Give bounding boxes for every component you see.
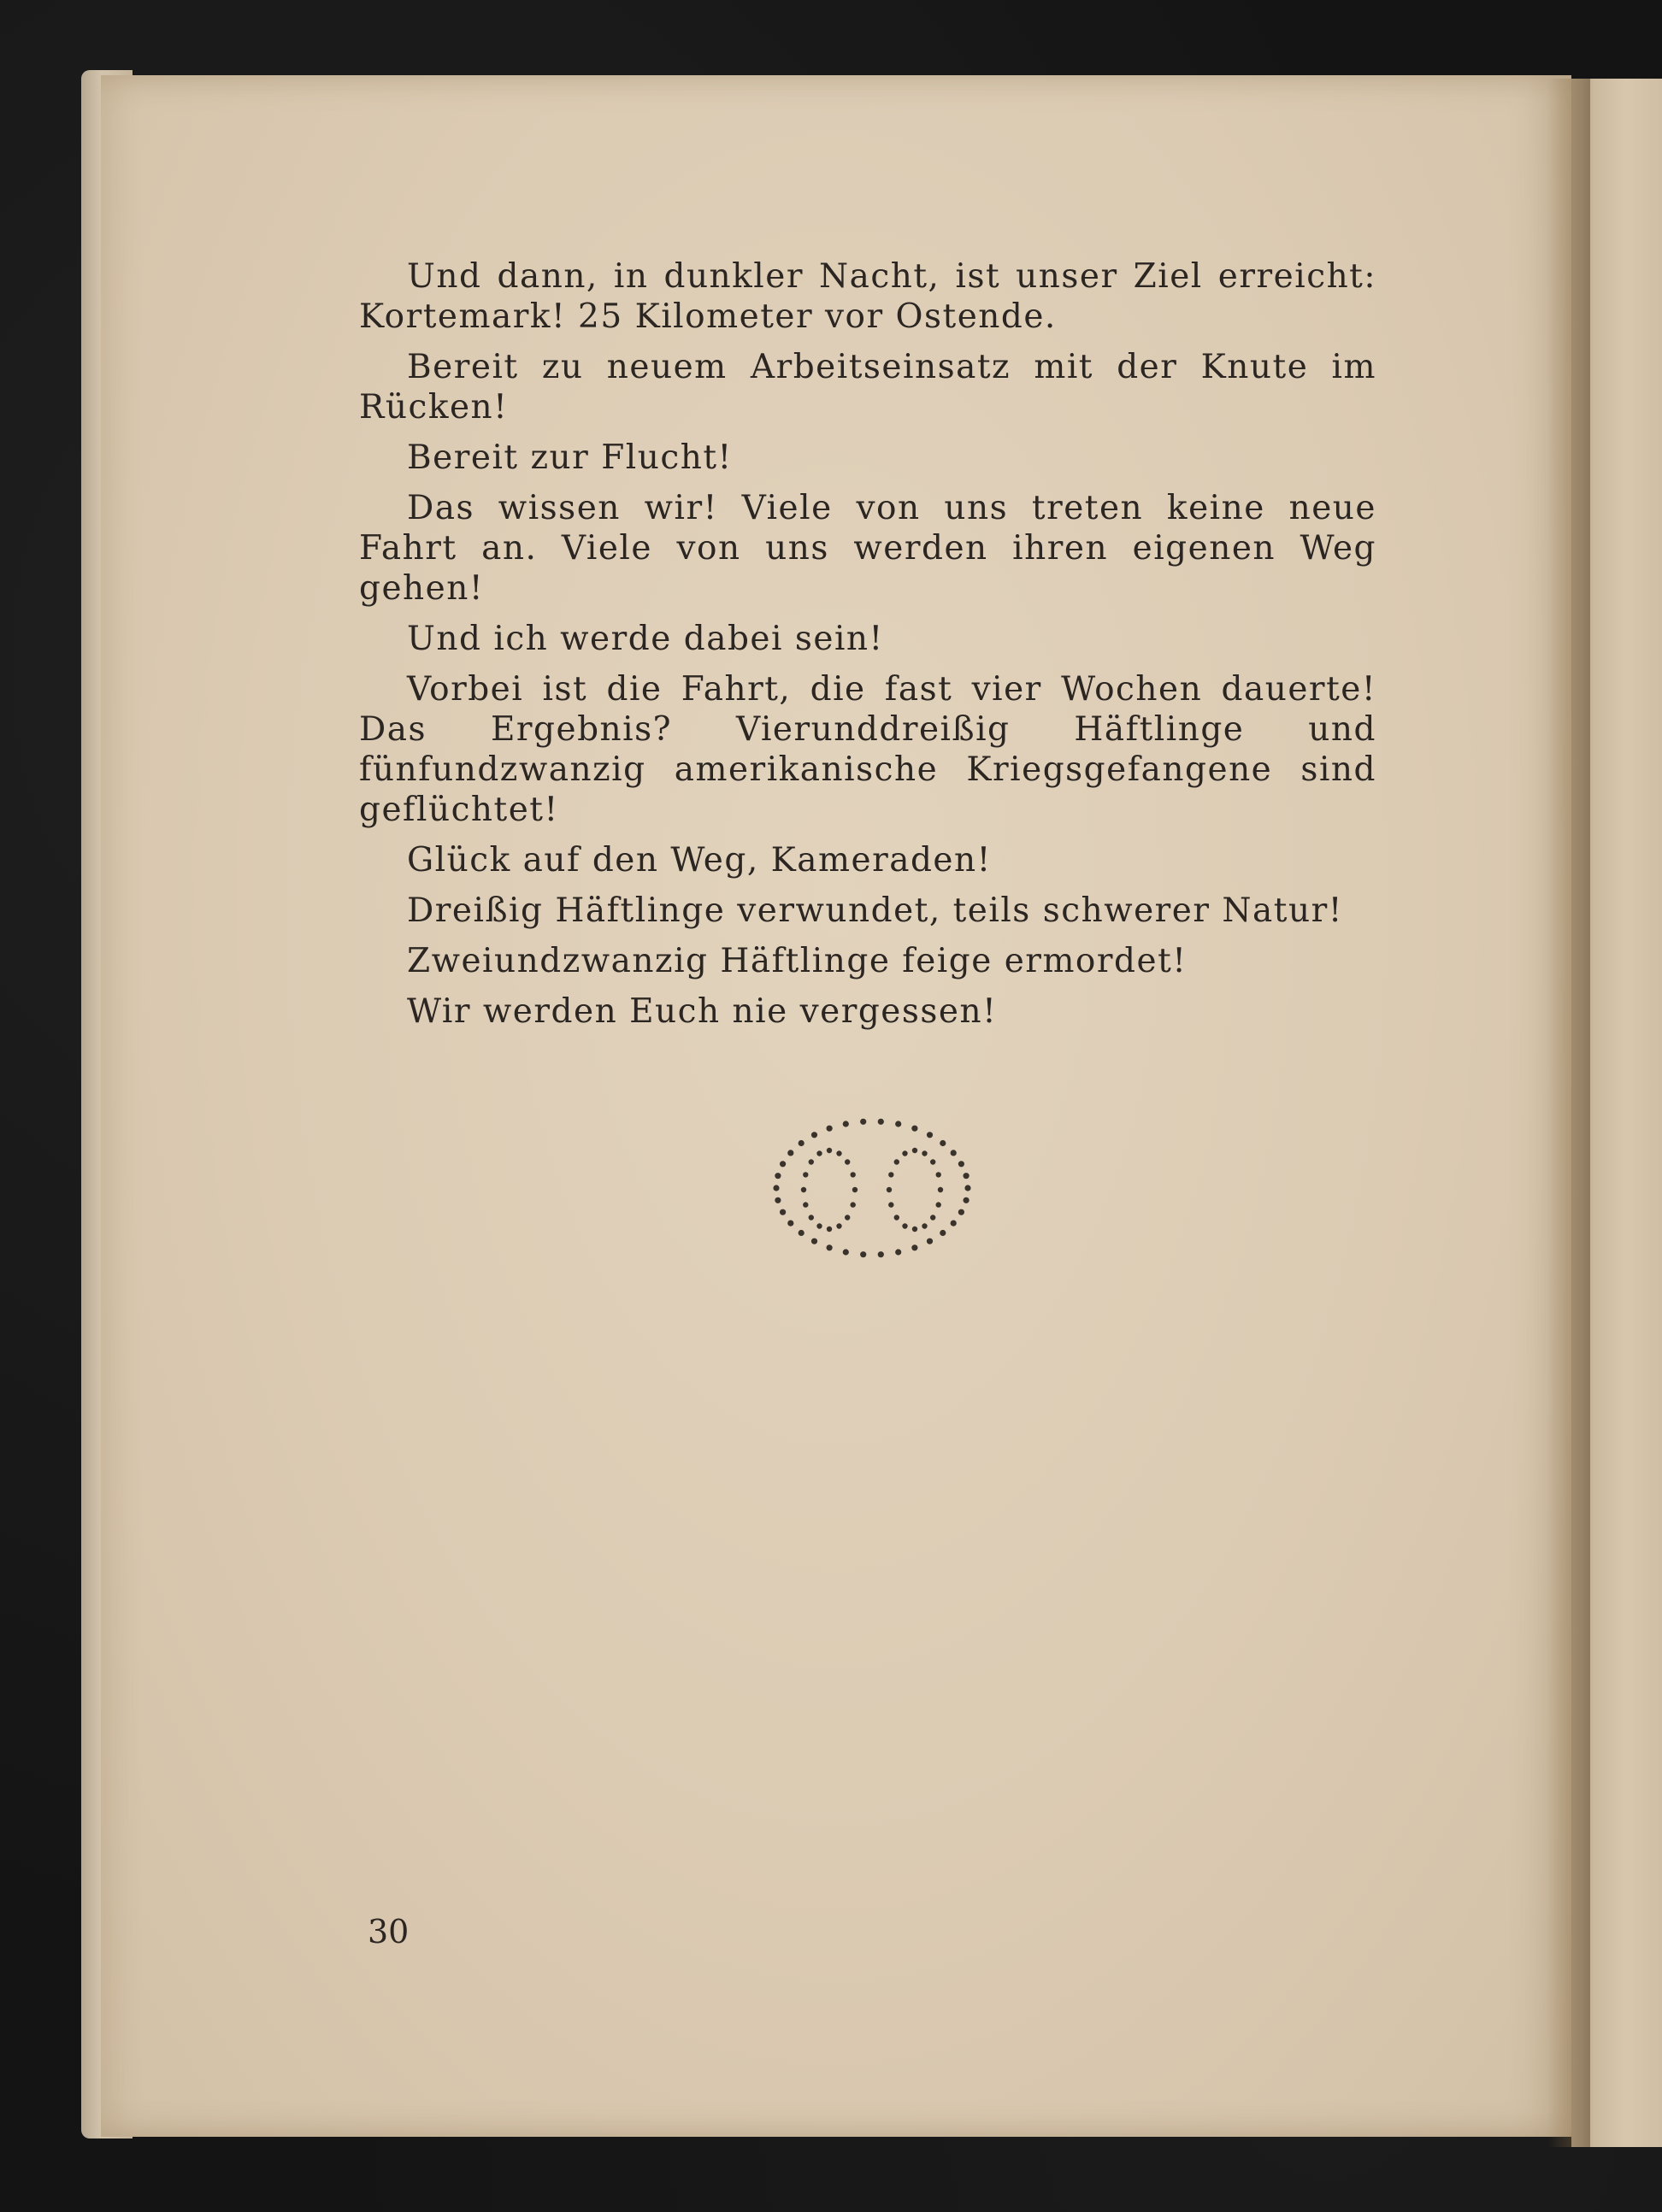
paragraph: Und dann, in dunkler Nacht, ist unser Ziel erreicht: Kortemark! 25 Kilometer vor Ostende. xyxy=(359,257,1376,336)
dotted-circle-ornament-icon xyxy=(761,1111,983,1265)
paragraph: Glück auf den Weg, Kameraden! xyxy=(407,841,992,880)
book-gutter-shadow xyxy=(1547,79,1590,2147)
paragraph: Das wissen wir! Viele von uns treten keine neue Fahrt an. Viele von uns werden ihren eigenen Weg gehen! xyxy=(359,489,1376,608)
paragraph: Bereit zur Flucht! xyxy=(407,438,733,477)
paragraph: Wir werden Euch nie vergessen! xyxy=(407,992,998,1031)
page-number: 30 xyxy=(368,1913,410,1950)
paragraph: Dreißig Häftlinge verwundet, teils schwerer Natur! xyxy=(407,891,1343,930)
paragraph: Bereit zu neuem Arbeitseinsatz mit der Knute im Rücken! xyxy=(359,348,1376,427)
paragraph: Zweiundzwanzig Häftlinge feige ermordet! xyxy=(407,942,1188,980)
page-text-block xyxy=(359,256,1376,1042)
paragraph: Vorbei ist die Fahrt, die fast vier Wochen dauerte! Das Ergebnis? Vierunddreißig Häftlinge und fünfundzwanzig amerikanische Kriegsgefangene sind geflüchtet! xyxy=(359,670,1376,829)
paragraph: Und ich werde dabei sein! xyxy=(407,620,884,658)
